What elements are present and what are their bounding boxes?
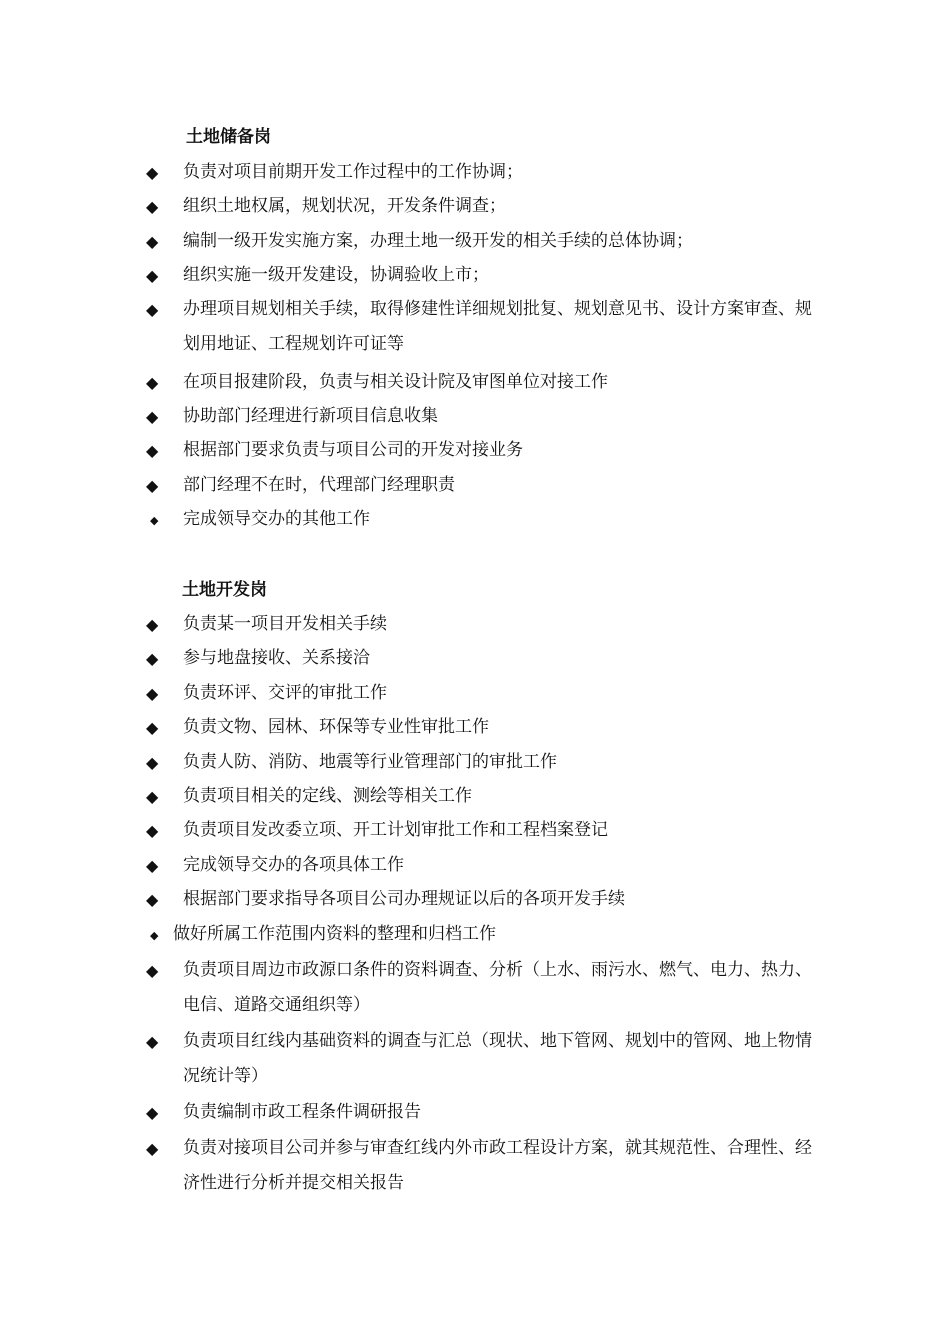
list-item-text: 办理项目规划相关手续，取得修建性详细规划批复、规划意见书、设计方案审查、规划用地证、工程规划许可证等 <box>183 299 812 354</box>
black-diamond-icon: ◆ <box>146 1103 159 1122</box>
list-item-text: 负责文物、园林、环保等专业性审批工作 <box>183 717 489 737</box>
list-item-text: 部门经理不在时，代理部门经理职责 <box>183 475 455 495</box>
list-item-text: 负责对接项目公司并参与审查红线内外市政工程设计方案，就其规范性、合理性、经济性进行分析并提交相关报告 <box>183 1138 812 1193</box>
list-item-text: 负责项目相关的定线、测绘等相关工作 <box>183 786 472 806</box>
list-item-text: 完成领导交办的其他工作 <box>183 509 370 529</box>
list-item-text: 负责项目周边市政源口条件的资料调查、分析（上水、雨污水、燃气、电力、热力、电信、道路交通组织等） <box>183 960 812 1015</box>
section-title-land-reserve: 土地储备岗 <box>186 127 271 147</box>
black-diamond-icon: ◆ <box>146 787 159 806</box>
black-diamond-icon: ◆ <box>146 961 159 980</box>
list-item-text: 负责环评、交评的审批工作 <box>183 683 387 703</box>
section-title-land-development: 土地开发岗 <box>182 580 267 600</box>
list-item-text: 组织实施一级开发建设，协调验收上市； <box>183 265 489 285</box>
black-diamond-icon: ◆ <box>146 441 159 460</box>
list-item-text: 编制一级开发实施方案，办理土地一级开发的相关手续的总体协调； <box>183 231 693 251</box>
black-diamond-icon: ◆ <box>146 856 159 875</box>
black-diamond-icon: ◆ <box>146 476 159 495</box>
list-item-text: 根据部门要求负责与项目公司的开发对接业务 <box>183 440 523 460</box>
list-item-text: 负责人防、消防、地震等行业管理部门的审批工作 <box>183 752 557 772</box>
list-item-text: 负责某一项目开发相关手续 <box>183 614 387 634</box>
list-item-text: 组织土地权属，规划状况，开发条件调查； <box>183 196 506 216</box>
black-diamond-icon: ◆ <box>146 684 159 703</box>
black-diamond-icon: ◆ <box>146 821 159 840</box>
list-item-text: 在项目报建阶段，负责与相关设计院及审图单位对接工作 <box>183 372 608 392</box>
list-item-text: 负责编制市政工程条件调研报告 <box>183 1102 421 1122</box>
black-diamond-icon: ◆ <box>146 649 159 668</box>
black-diamond-icon: ◆ <box>150 514 159 527</box>
black-diamond-icon: ◆ <box>146 753 159 772</box>
black-diamond-icon: ◆ <box>146 266 159 285</box>
black-diamond-icon: ◆ <box>146 232 159 251</box>
black-diamond-icon: ◆ <box>150 929 159 942</box>
list-item-text: 做好所属工作范围内资料的整理和归档工作 <box>173 924 496 944</box>
black-diamond-icon: ◆ <box>146 890 159 909</box>
black-diamond-icon: ◆ <box>146 373 159 392</box>
list-item-text: 完成领导交办的各项具体工作 <box>183 855 404 875</box>
list-item-text: 根据部门要求指导各项目公司办理规证以后的各项开发手续 <box>183 889 625 909</box>
list-item-text: 负责对项目前期开发工作过程中的工作协调； <box>183 162 523 182</box>
black-diamond-icon: ◆ <box>146 197 159 216</box>
black-diamond-icon: ◆ <box>146 407 159 426</box>
list-item-text: 负责项目红线内基础资料的调查与汇总（现状、地下管网、规划中的管网、地上物情况统计等） <box>183 1031 812 1086</box>
black-diamond-icon: ◆ <box>146 163 159 182</box>
list-item-text: 参与地盘接收、关系接洽 <box>183 648 370 668</box>
list-item-text: 协助部门经理进行新项目信息收集 <box>183 406 438 426</box>
black-diamond-icon: ◆ <box>146 615 159 634</box>
list-item-text: 负责项目发改委立项、开工计划审批工作和工程档案登记 <box>183 820 608 840</box>
black-diamond-icon: ◆ <box>146 718 159 737</box>
black-diamond-icon: ◆ <box>146 300 159 319</box>
black-diamond-icon: ◆ <box>146 1139 159 1158</box>
black-diamond-icon: ◆ <box>146 1032 159 1051</box>
